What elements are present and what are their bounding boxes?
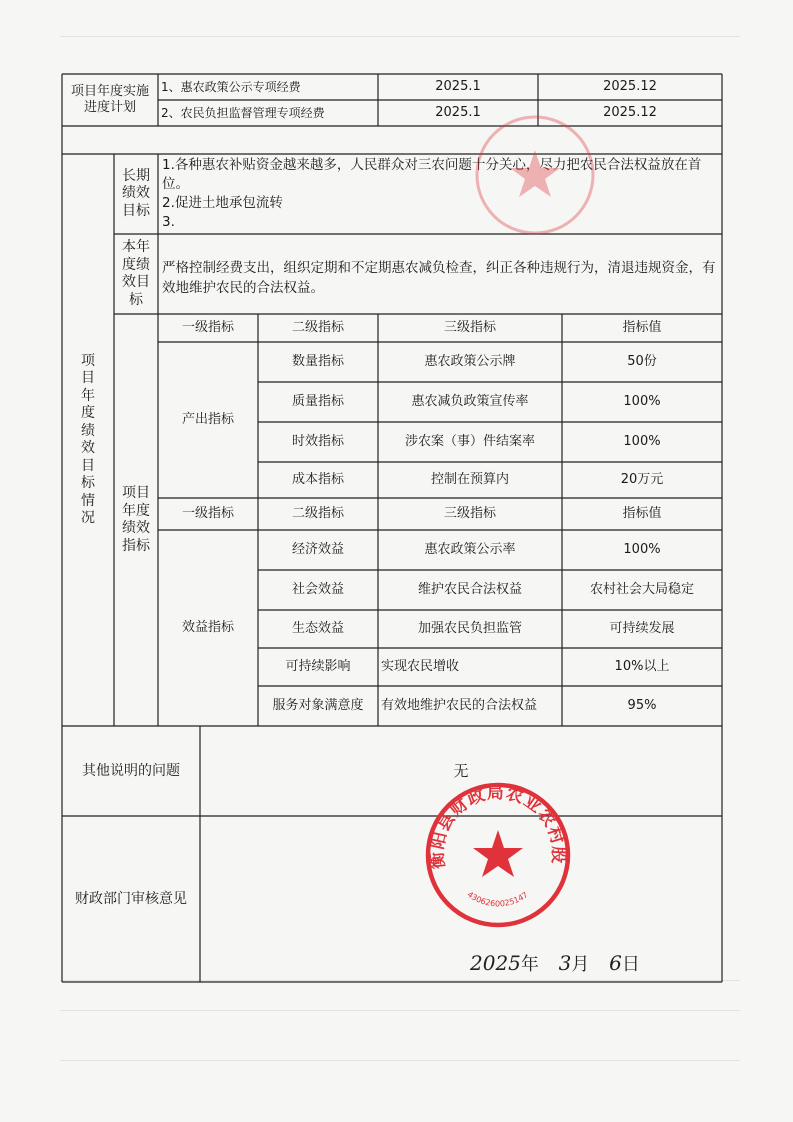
date-month-char: 月	[571, 954, 590, 975]
schedule-start-1: 2025.1	[435, 79, 481, 95]
header-value-repeat: 指标值	[622, 506, 662, 522]
header-level3-repeat: 三级指标	[443, 506, 496, 522]
header-level2: 二级指标	[291, 320, 344, 336]
review-date	[470, 950, 640, 976]
official-seal	[423, 780, 573, 930]
faint-seal-bleed	[470, 110, 600, 240]
output-row-value: 100%	[623, 394, 661, 410]
benefit-row-level3: 实现农民增收	[381, 659, 460, 675]
long-term-text	[162, 156, 718, 232]
benefit-row-value: 100%	[623, 542, 661, 558]
output-indicator-label: 产出指标	[181, 412, 234, 428]
output-row-value: 100%	[623, 434, 661, 450]
finance-review-label: 财政部门审核意见	[75, 890, 187, 907]
header-level2-repeat: 二级指标	[291, 506, 344, 522]
schedule-label: 项目年度实施进度计划	[70, 83, 149, 115]
header-level1: 一级指标	[181, 320, 234, 336]
output-row-value: 20万元	[620, 472, 664, 488]
schedule-end-2: 2025.12	[603, 105, 657, 121]
output-row-level3: 涉农案（事）件结案率	[404, 434, 535, 450]
benefit-row-level2: 生态效益	[291, 621, 344, 637]
benefit-row-value: 10%以上	[614, 659, 670, 675]
indicators-label: 项目年度绩效指标	[122, 485, 150, 554]
date-day: 6	[609, 951, 622, 975]
benefit-indicator-label: 效益指标	[181, 620, 234, 636]
output-row-value: 50份	[627, 354, 657, 370]
benefit-row-level3: 有效地维护农民的合法权益	[381, 698, 538, 714]
schedule-item-1: 1、惠农政策公示专项经费	[161, 79, 301, 94]
long-term-line-3: 3.	[162, 214, 175, 230]
annual-goal-label: 本年度绩效目标	[122, 239, 150, 308]
benefit-row-level3: 加强农民负担监管	[417, 621, 522, 637]
svg-text:4306260025147: 4306260025147	[465, 889, 530, 909]
benefit-row-value: 农村社会大局稳定	[589, 582, 694, 598]
output-row-level2: 质量指标	[291, 394, 344, 410]
date-day-char: 日	[621, 954, 640, 975]
date-month: 3	[558, 951, 572, 975]
long-term-line-2: 2.促进土地承包流转	[162, 195, 283, 211]
header-level3: 三级指标	[443, 320, 496, 336]
output-row-level3: 惠农减负政策宣传率	[411, 394, 529, 410]
other-issues-value: 无	[453, 761, 469, 780]
benefit-row-level3: 惠农政策公示率	[424, 542, 516, 558]
header-level1-repeat: 一级指标	[181, 506, 234, 522]
benefit-row-level2: 服务对象满意度	[272, 698, 364, 714]
output-row-level2: 数量指标	[291, 354, 344, 370]
benefit-row-level2: 经济效益	[291, 542, 344, 558]
long-term-label: 长期绩效目标	[122, 167, 150, 219]
schedule-start-2: 2025.1	[435, 105, 481, 121]
date-year: 2025	[470, 951, 521, 975]
seal-star-icon	[473, 830, 523, 877]
output-row-level3: 惠农政策公示牌	[424, 354, 516, 370]
svg-text:衡阳县财政局农业农村股: 衡阳县财政局农业农村股	[427, 783, 569, 870]
output-row-level2: 成本指标	[291, 472, 344, 488]
benefit-row-level2: 可持续影响	[285, 659, 351, 675]
date-year-char: 年	[520, 954, 539, 975]
annual-goal-text: 严格控制经费支出，组织定期和不定期惠农减负检查，纠正各种违规行为，清退违规资金，有效地维护农民的合法权益。	[162, 260, 716, 296]
long-term-line-1: 1.各种惠农补贴资金越来越多，人民群众对三农问题十分关心，尽力把农民合法权益放在首位。	[162, 157, 702, 192]
schedule-end-1: 2025.12	[603, 79, 657, 95]
header-value: 指标值	[622, 320, 662, 336]
benefit-row-value: 可持续发展	[609, 621, 675, 637]
schedule-item-2: 2、农民负担监督管理专项经费	[161, 105, 325, 120]
benefit-row-level3: 维护农民合法权益	[417, 582, 522, 598]
benefit-row-level2: 社会效益	[291, 582, 344, 598]
benefit-row-value: 95%	[627, 698, 657, 714]
other-issues-label: 其他说明的问题	[82, 762, 180, 779]
output-row-level2: 时效指标	[291, 434, 344, 450]
output-row-level3: 控制在预算内	[430, 472, 509, 488]
perf-section-label: 项目年度绩效目标情况	[81, 352, 95, 526]
